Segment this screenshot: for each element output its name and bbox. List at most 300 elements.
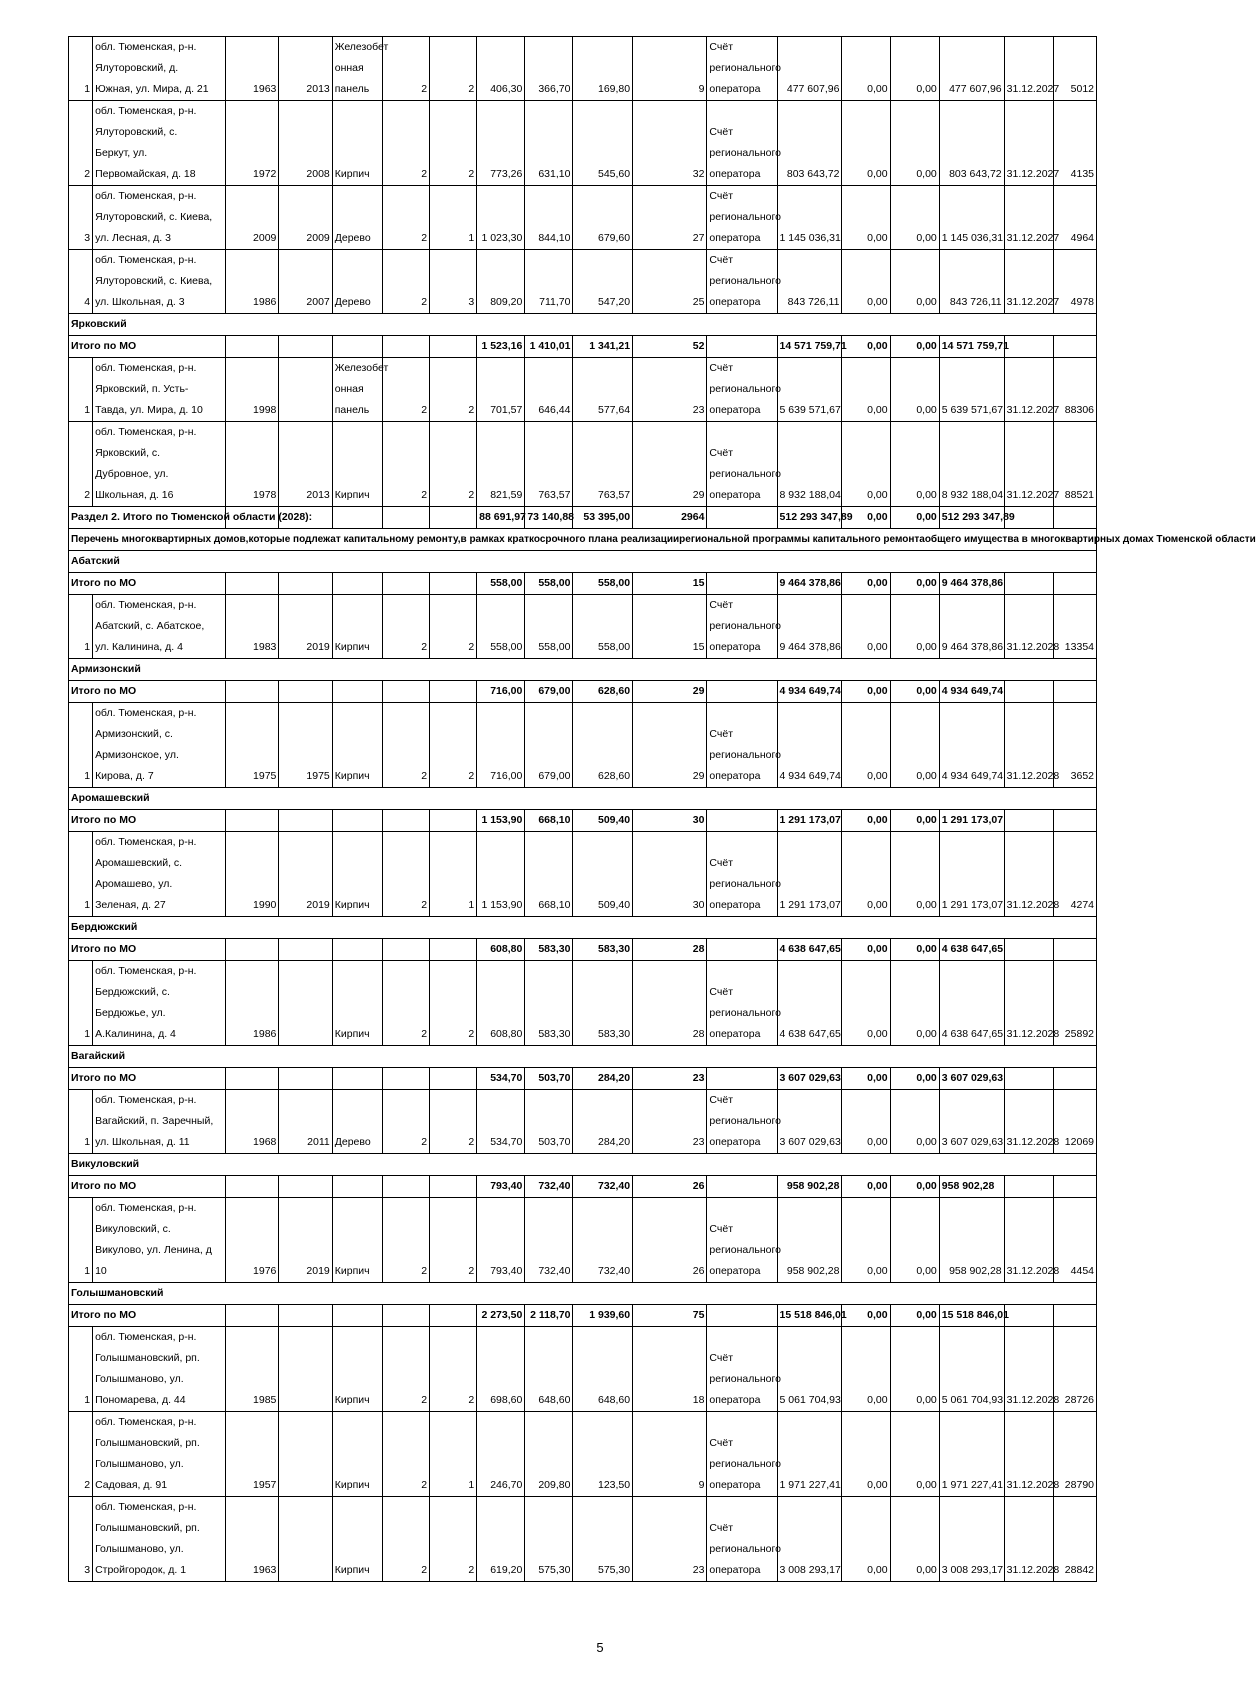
cost-total: 3 008 293,17 <box>777 1497 842 1582</box>
fund-account: Счёт регионального оператора <box>707 37 777 101</box>
empty-cell <box>279 810 332 832</box>
residents: 52 <box>633 336 707 358</box>
empty-cell <box>382 336 429 358</box>
residential-area: 577,64 <box>573 358 633 422</box>
municipality-header <box>69 314 1097 336</box>
empty-cell <box>707 1176 777 1198</box>
empty-cell <box>430 810 477 832</box>
cost-budget: 0,00 <box>890 422 939 507</box>
premises-area: 844,10 <box>525 186 573 250</box>
cost-fund: 0,00 <box>842 358 890 422</box>
empty-cell <box>279 939 332 961</box>
renovation-year: 2013 <box>279 37 332 101</box>
cost-total: 1 291 173,07 <box>777 810 842 832</box>
renovation-year <box>279 1327 332 1412</box>
fund-account: Счёт регионального оператора <box>707 1090 777 1154</box>
cost-budget: 0,00 <box>890 101 939 186</box>
row-number: 1 <box>69 703 93 788</box>
floors: 2 <box>382 186 429 250</box>
empty-cell <box>1004 939 1053 961</box>
cost-owners: 4 934 649,74 <box>939 681 1004 703</box>
renovation-year: 2007 <box>279 250 332 314</box>
deadline: 31.12.2028 <box>1004 1327 1053 1412</box>
entrances: 3 <box>430 250 477 314</box>
section-title-row <box>69 529 1097 551</box>
renovation-year: 1975 <box>279 703 332 788</box>
cost-owners: 8 932 188,04 <box>939 422 1004 507</box>
municipality-total-row <box>69 573 1097 595</box>
premises-area: 73 140,88 <box>525 507 573 529</box>
cost-total: 3 607 029,63 <box>777 1090 842 1154</box>
cost-budget: 0,00 <box>890 336 939 358</box>
empty-cell <box>430 336 477 358</box>
address-cell: обл. Тюменская, р-н. Ярковский, с. Дубровное, ул. Школьная, д. 16 <box>93 422 226 507</box>
cost-owners: 958 902,28 <box>939 1198 1004 1283</box>
house-id: 88306 <box>1053 358 1096 422</box>
residential-area: 732,40 <box>573 1176 633 1198</box>
premises-area: 763,57 <box>525 422 573 507</box>
residential-area: 545,60 <box>573 101 633 186</box>
wall-material: Дерево <box>332 186 382 250</box>
municipality-total-row <box>69 1305 1097 1327</box>
house-id: 4454 <box>1053 1198 1096 1283</box>
deadline: 31.12.2028 <box>1004 1198 1053 1283</box>
fund-account: Счёт регионального оператора <box>707 1327 777 1412</box>
municipality-header <box>69 551 1097 573</box>
empty-cell <box>332 1068 382 1090</box>
row-number: 1 <box>69 961 93 1046</box>
premises-area: 646,44 <box>525 358 573 422</box>
empty-cell <box>279 573 332 595</box>
address-cell: обл. Тюменская, р-н. Ялуторовский, с. Беркут, ул. Первомайская, д. 18 <box>93 101 226 186</box>
empty-cell <box>707 336 777 358</box>
cost-owners: 3 008 293,17 <box>939 1497 1004 1582</box>
empty-cell <box>382 507 429 529</box>
empty-cell <box>707 1068 777 1090</box>
cost-total: 4 638 647,65 <box>777 961 842 1046</box>
floors: 2 <box>382 961 429 1046</box>
row-number: 1 <box>69 1327 93 1412</box>
house-row <box>69 250 1097 314</box>
fund-account: Счёт регионального оператора <box>707 358 777 422</box>
empty-cell <box>707 507 777 529</box>
house-row <box>69 1090 1097 1154</box>
empty-cell <box>1053 573 1096 595</box>
total-area: 821,59 <box>477 422 525 507</box>
empty-cell <box>1004 336 1053 358</box>
municipality-name: Викуловский <box>69 1154 1097 1176</box>
empty-cell <box>707 939 777 961</box>
renovation-year <box>279 961 332 1046</box>
house-id: 28726 <box>1053 1327 1096 1412</box>
floors: 2 <box>382 595 429 659</box>
cost-owners: 9 464 378,86 <box>939 573 1004 595</box>
empty-cell <box>226 336 279 358</box>
residents: 29 <box>633 681 707 703</box>
municipality-name: Армизонский <box>69 659 1097 681</box>
entrances: 2 <box>430 595 477 659</box>
fund-account: Счёт регионального оператора <box>707 1198 777 1283</box>
address-cell: обл. Тюменская, р-н. Ялуторовский, с. Киева, ул. Лесная, д. 3 <box>93 186 226 250</box>
total-area: 698,60 <box>477 1327 525 1412</box>
empty-cell <box>707 1305 777 1327</box>
cost-total: 9 464 378,86 <box>777 595 842 659</box>
empty-cell <box>279 1305 332 1327</box>
fund-account: Счёт регионального оператора <box>707 250 777 314</box>
cost-fund: 0,00 <box>842 1327 890 1412</box>
house-row <box>69 358 1097 422</box>
renovation-year <box>279 358 332 422</box>
build-year: 1978 <box>226 422 279 507</box>
premises-area: 711,70 <box>525 250 573 314</box>
cost-fund: 0,00 <box>842 573 890 595</box>
region-total-label: Раздел 2. Итого по Тюменской области (2028): <box>69 507 226 529</box>
cost-total: 9 464 378,86 <box>777 573 842 595</box>
deadline: 31.12.2027 <box>1004 186 1053 250</box>
cost-total: 1 145 036,31 <box>777 186 842 250</box>
house-row <box>69 1497 1097 1582</box>
entrances: 2 <box>430 37 477 101</box>
house-id: 28842 <box>1053 1497 1096 1582</box>
address-cell: обл. Тюменская, р-н. Аромашевский, с. Аромашево, ул. Зеленая, д. 27 <box>93 832 226 917</box>
deadline: 31.12.2028 <box>1004 1090 1053 1154</box>
cost-fund: 0,00 <box>842 37 890 101</box>
wall-material: Кирпич <box>332 595 382 659</box>
total-area: 1 023,30 <box>477 186 525 250</box>
house-id: 4135 <box>1053 101 1096 186</box>
house-id: 5012 <box>1053 37 1096 101</box>
build-year: 2009 <box>226 186 279 250</box>
wall-material: Кирпич <box>332 703 382 788</box>
address-cell: обл. Тюменская, р-н. Ялуторовский, с. Киева, ул. Школьная, д. 3 <box>93 250 226 314</box>
cost-budget: 0,00 <box>890 810 939 832</box>
wall-material: Железобет онная панель <box>332 37 382 101</box>
municipality-total-row <box>69 336 1097 358</box>
floors: 2 <box>382 832 429 917</box>
cost-owners: 4 638 647,65 <box>939 961 1004 1046</box>
house-row <box>69 422 1097 507</box>
residents: 26 <box>633 1198 707 1283</box>
municipality-header <box>69 1046 1097 1068</box>
deadline: 31.12.2028 <box>1004 832 1053 917</box>
total-area: 534,70 <box>477 1068 525 1090</box>
build-year: 1990 <box>226 832 279 917</box>
cost-budget: 0,00 <box>890 1176 939 1198</box>
house-id: 13354 <box>1053 595 1096 659</box>
empty-cell <box>707 573 777 595</box>
municipality-total-row <box>69 810 1097 832</box>
residents: 23 <box>633 1497 707 1582</box>
premises-area: 503,70 <box>525 1068 573 1090</box>
cost-total: 15 518 846,01 <box>777 1305 842 1327</box>
cost-owners: 15 518 846,01 <box>939 1305 1004 1327</box>
empty-cell <box>226 573 279 595</box>
premises-area: 583,30 <box>525 939 573 961</box>
empty-cell <box>1004 1068 1053 1090</box>
entrances: 2 <box>430 1327 477 1412</box>
row-number: 2 <box>69 1412 93 1497</box>
total-area: 716,00 <box>477 681 525 703</box>
build-year: 1972 <box>226 101 279 186</box>
cost-fund: 0,00 <box>842 1198 890 1283</box>
municipality-name: Вагайский <box>69 1046 1097 1068</box>
total-area: 608,80 <box>477 961 525 1046</box>
residential-area: 509,40 <box>573 810 633 832</box>
residents: 9 <box>633 1412 707 1497</box>
house-id: 25892 <box>1053 961 1096 1046</box>
residential-area: 628,60 <box>573 681 633 703</box>
empty-cell <box>1004 681 1053 703</box>
renovation-year: 2019 <box>279 832 332 917</box>
empty-cell <box>226 1068 279 1090</box>
row-number: 1 <box>69 832 93 917</box>
municipality-total-row <box>69 681 1097 703</box>
build-year: 1963 <box>226 1497 279 1582</box>
total-area: 773,26 <box>477 101 525 186</box>
house-id: 4978 <box>1053 250 1096 314</box>
floors: 2 <box>382 703 429 788</box>
cost-fund: 0,00 <box>842 939 890 961</box>
entrances: 2 <box>430 1198 477 1283</box>
cost-owners: 3 607 029,63 <box>939 1068 1004 1090</box>
cost-budget: 0,00 <box>890 573 939 595</box>
residents: 18 <box>633 1327 707 1412</box>
cost-budget: 0,00 <box>890 1068 939 1090</box>
total-area: 558,00 <box>477 573 525 595</box>
address-cell: обл. Тюменская, р-н. Армизонский, с. Армизонское, ул. Кирова, д. 7 <box>93 703 226 788</box>
empty-cell <box>332 681 382 703</box>
empty-cell <box>279 681 332 703</box>
house-row <box>69 101 1097 186</box>
municipality-total-label: Итого по МО <box>69 681 226 703</box>
empty-cell <box>1053 507 1096 529</box>
floors: 2 <box>382 1497 429 1582</box>
cost-budget: 0,00 <box>890 1327 939 1412</box>
empty-cell <box>707 810 777 832</box>
premises-area: 679,00 <box>525 703 573 788</box>
wall-material: Кирпич <box>332 422 382 507</box>
empty-cell <box>382 1068 429 1090</box>
cost-fund: 0,00 <box>842 186 890 250</box>
renovation-year <box>279 1412 332 1497</box>
empty-cell <box>1053 810 1096 832</box>
empty-cell <box>430 681 477 703</box>
residential-area: 53 395,00 <box>573 507 633 529</box>
entrances: 2 <box>430 961 477 1046</box>
cost-budget: 0,00 <box>890 1497 939 1582</box>
wall-material: Кирпич <box>332 1412 382 1497</box>
municipality-total-row <box>69 1176 1097 1198</box>
total-area: 558,00 <box>477 595 525 659</box>
wall-material: Кирпич <box>332 961 382 1046</box>
fund-account: Счёт регионального оператора <box>707 595 777 659</box>
residents: 30 <box>633 810 707 832</box>
municipality-header <box>69 917 1097 939</box>
empty-cell <box>332 810 382 832</box>
total-area: 246,70 <box>477 1412 525 1497</box>
deadline: 31.12.2028 <box>1004 961 1053 1046</box>
premises-area: 732,40 <box>525 1176 573 1198</box>
premises-area: 648,60 <box>525 1327 573 1412</box>
residential-area: 1 341,21 <box>573 336 633 358</box>
cost-fund: 0,00 <box>842 1305 890 1327</box>
empty-cell <box>382 1305 429 1327</box>
cost-owners: 1 291 173,07 <box>939 810 1004 832</box>
empty-cell <box>430 1305 477 1327</box>
house-row <box>69 961 1097 1046</box>
empty-cell <box>226 681 279 703</box>
wall-material: Железобет онная панель <box>332 358 382 422</box>
residential-area: 1 939,60 <box>573 1305 633 1327</box>
total-area: 793,40 <box>477 1176 525 1198</box>
cost-owners: 3 607 029,63 <box>939 1090 1004 1154</box>
deadline: 31.12.2027 <box>1004 422 1053 507</box>
row-number: 1 <box>69 595 93 659</box>
empty-cell <box>382 573 429 595</box>
row-number: 3 <box>69 1497 93 1582</box>
empty-cell <box>430 573 477 595</box>
floors: 2 <box>382 1412 429 1497</box>
residents: 27 <box>633 186 707 250</box>
empty-cell <box>332 573 382 595</box>
premises-area: 2 118,70 <box>525 1305 573 1327</box>
empty-cell <box>1053 336 1096 358</box>
residents: 23 <box>633 358 707 422</box>
empty-cell <box>1004 810 1053 832</box>
build-year: 1985 <box>226 1327 279 1412</box>
build-year: 1963 <box>226 37 279 101</box>
cost-fund: 0,00 <box>842 595 890 659</box>
municipality-name: Аромашевский <box>69 788 1097 810</box>
deadline: 31.12.2028 <box>1004 595 1053 659</box>
address-cell: обл. Тюменская, р-н. Вагайский, п. Заречный, ул. Школьная, д. 11 <box>93 1090 226 1154</box>
empty-cell <box>707 681 777 703</box>
floors: 2 <box>382 250 429 314</box>
row-number: 1 <box>69 37 93 101</box>
entrances: 2 <box>430 422 477 507</box>
residential-area: 583,30 <box>573 939 633 961</box>
cost-fund: 0,00 <box>842 1412 890 1497</box>
house-row <box>69 1198 1097 1283</box>
build-year: 1983 <box>226 595 279 659</box>
fund-account: Счёт регионального оператора <box>707 961 777 1046</box>
build-year: 1986 <box>226 250 279 314</box>
deadline: 31.12.2028 <box>1004 1412 1053 1497</box>
residential-area: 648,60 <box>573 1327 633 1412</box>
fund-account: Счёт регионального оператора <box>707 186 777 250</box>
cost-total: 1 971 227,41 <box>777 1412 842 1497</box>
cost-fund: 0,00 <box>842 961 890 1046</box>
empty-cell <box>1053 1176 1096 1198</box>
house-row <box>69 832 1097 917</box>
build-year: 1976 <box>226 1198 279 1283</box>
house-id: 4964 <box>1053 186 1096 250</box>
renovation-year: 2019 <box>279 595 332 659</box>
premises-area: 503,70 <box>525 1090 573 1154</box>
row-number: 1 <box>69 358 93 422</box>
total-area: 619,20 <box>477 1497 525 1582</box>
municipality-total-label: Итого по МО <box>69 1176 226 1198</box>
fund-account: Счёт регионального оператора <box>707 703 777 788</box>
premises-area: 366,70 <box>525 37 573 101</box>
cost-budget: 0,00 <box>890 832 939 917</box>
total-area: 1 153,90 <box>477 832 525 917</box>
empty-cell <box>332 507 382 529</box>
house-id: 3652 <box>1053 703 1096 788</box>
cost-fund: 0,00 <box>842 1068 890 1090</box>
cost-fund: 0,00 <box>842 336 890 358</box>
premises-area: 668,10 <box>525 810 573 832</box>
cost-budget: 0,00 <box>890 186 939 250</box>
row-number: 3 <box>69 186 93 250</box>
residents: 29 <box>633 703 707 788</box>
floors: 2 <box>382 37 429 101</box>
empty-cell <box>279 1068 332 1090</box>
municipality-header <box>69 1283 1097 1305</box>
cost-budget: 0,00 <box>890 1090 939 1154</box>
wall-material: Кирпич <box>332 1497 382 1582</box>
house-id: 4274 <box>1053 832 1096 917</box>
residents: 15 <box>633 573 707 595</box>
residential-area: 628,60 <box>573 703 633 788</box>
cost-owners: 512 293 347,89 <box>939 507 1004 529</box>
empty-cell <box>332 336 382 358</box>
fund-account: Счёт регионального оператора <box>707 422 777 507</box>
cost-budget: 0,00 <box>890 37 939 101</box>
residential-area: 679,60 <box>573 186 633 250</box>
cost-fund: 0,00 <box>842 832 890 917</box>
municipality-total-label: Итого по МО <box>69 336 226 358</box>
entrances: 1 <box>430 186 477 250</box>
residents: 9 <box>633 37 707 101</box>
premises-area: 575,30 <box>525 1497 573 1582</box>
municipality-total-row <box>69 1068 1097 1090</box>
entrances: 2 <box>430 1090 477 1154</box>
residents: 26 <box>633 1176 707 1198</box>
empty-cell <box>1053 1305 1096 1327</box>
renovation-year: 2013 <box>279 422 332 507</box>
premises-area: 631,10 <box>525 101 573 186</box>
empty-cell <box>382 1176 429 1198</box>
cost-owners: 5 061 704,93 <box>939 1327 1004 1412</box>
house-id: 12069 <box>1053 1090 1096 1154</box>
address-cell: обл. Тюменская, р-н. Голышмановский, рп. Голышманово, ул. Стройгородок, д. 1 <box>93 1497 226 1582</box>
cost-fund: 0,00 <box>842 703 890 788</box>
region-total-row <box>69 507 1097 529</box>
empty-cell <box>279 1176 332 1198</box>
empty-cell <box>279 336 332 358</box>
empty-cell <box>430 1068 477 1090</box>
cost-fund: 0,00 <box>842 422 890 507</box>
address-cell: обл. Тюменская, р-н. Голышмановский, рп. Голышманово, ул. Садовая, д. 91 <box>93 1412 226 1497</box>
cost-owners: 9 464 378,86 <box>939 595 1004 659</box>
premises-area: 679,00 <box>525 681 573 703</box>
deadline: 31.12.2028 <box>1004 703 1053 788</box>
entrances: 1 <box>430 1412 477 1497</box>
cost-total: 3 607 029,63 <box>777 1068 842 1090</box>
empty-cell <box>382 681 429 703</box>
cost-fund: 0,00 <box>842 810 890 832</box>
address-cell: обл. Тюменская, р-н. Викуловский, с. Викулово, ул. Ленина, д 10 <box>93 1198 226 1283</box>
municipality-name: Абатский <box>69 551 1097 573</box>
municipality-header <box>69 788 1097 810</box>
empty-cell <box>430 507 477 529</box>
cost-total: 843 726,11 <box>777 250 842 314</box>
house-id: 28790 <box>1053 1412 1096 1497</box>
cost-fund: 0,00 <box>842 1497 890 1582</box>
empty-cell <box>382 939 429 961</box>
cost-total: 5 061 704,93 <box>777 1327 842 1412</box>
